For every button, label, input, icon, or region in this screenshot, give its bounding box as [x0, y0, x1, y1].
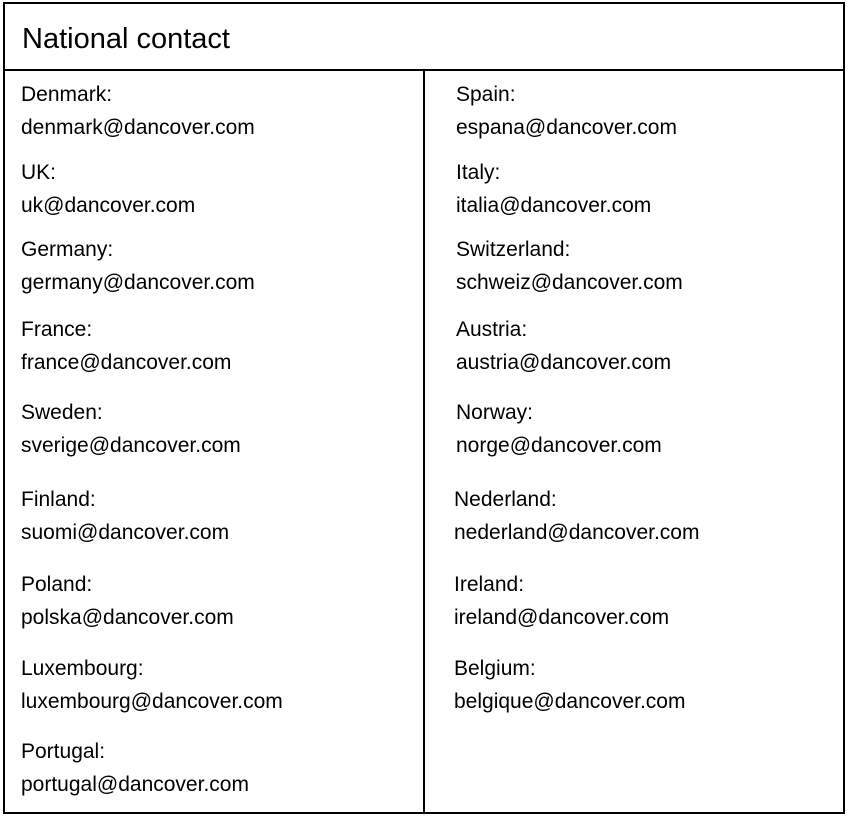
contact-entry-nederland — [454, 488, 699, 545]
country-label: Nederland: — [454, 488, 557, 511]
contact-entry-austria — [456, 318, 671, 375]
email-link[interactable]: espana@dancover.com — [456, 116, 677, 139]
email-link[interactable]: austria@dancover.com — [456, 351, 672, 374]
contact-entry-finland — [21, 488, 229, 545]
page-title: National contact — [22, 23, 230, 55]
country-label: Belgium: — [454, 657, 536, 680]
contact-table — [3, 2, 845, 814]
country-label: UK: — [21, 161, 57, 184]
email-link[interactable]: polska@dancover.com — [21, 606, 234, 629]
contact-entry-ireland — [454, 573, 669, 630]
country-label: Luxembourg: — [21, 657, 144, 680]
contact-entry-italy — [456, 161, 651, 218]
email-link[interactable]: luxembourg@dancover.com — [21, 690, 283, 713]
country-label: Spain: — [456, 83, 516, 106]
contact-entry-switzerland — [456, 238, 683, 295]
country-label: Austria: — [456, 318, 528, 341]
country-label: France: — [21, 318, 93, 341]
country-label: Poland: — [21, 573, 93, 596]
contact-entry-germany — [21, 238, 255, 295]
country-label: Switzerland: — [456, 238, 571, 261]
country-label: Ireland: — [454, 573, 525, 596]
contact-entry-belgium — [454, 657, 685, 714]
email-link[interactable]: portugal@dancover.com — [21, 773, 249, 796]
email-link[interactable]: norge@dancover.com — [456, 434, 662, 457]
country-label: Finland: — [21, 488, 96, 511]
email-link[interactable]: belgique@dancover.com — [454, 690, 686, 713]
email-link[interactable]: suomi@dancover.com — [21, 521, 230, 544]
contact-entry-spain — [456, 83, 677, 140]
email-link[interactable]: sverige@dancover.com — [21, 434, 241, 457]
table-header — [5, 4, 843, 71]
country-label: Sweden: — [21, 401, 103, 424]
contact-entry-france — [21, 318, 231, 375]
email-link[interactable]: ireland@dancover.com — [454, 606, 670, 629]
column-divider — [423, 71, 425, 812]
email-link[interactable]: uk@dancover.com — [21, 194, 196, 217]
email-link[interactable]: denmark@dancover.com — [21, 116, 255, 139]
contact-entry-portugal — [21, 740, 249, 797]
email-link[interactable]: germany@dancover.com — [21, 271, 255, 294]
contact-entry-poland — [21, 573, 234, 630]
contact-entry-sweden — [21, 401, 241, 458]
country-label: Germany: — [21, 238, 114, 261]
contact-entry-luxembourg — [21, 657, 283, 714]
country-label: Denmark: — [21, 83, 113, 106]
email-link[interactable]: france@dancover.com — [21, 351, 232, 374]
country-label: Norway: — [456, 401, 534, 424]
country-label: Italy: — [456, 161, 501, 184]
contact-entry-norway — [456, 401, 662, 458]
contact-entry-denmark — [21, 83, 255, 140]
email-link[interactable]: nederland@dancover.com — [454, 521, 700, 544]
email-link[interactable]: italia@dancover.com — [456, 194, 652, 217]
email-link[interactable]: schweiz@dancover.com — [456, 271, 683, 294]
country-label: Portugal: — [21, 740, 106, 763]
contact-entry-uk — [21, 161, 195, 218]
